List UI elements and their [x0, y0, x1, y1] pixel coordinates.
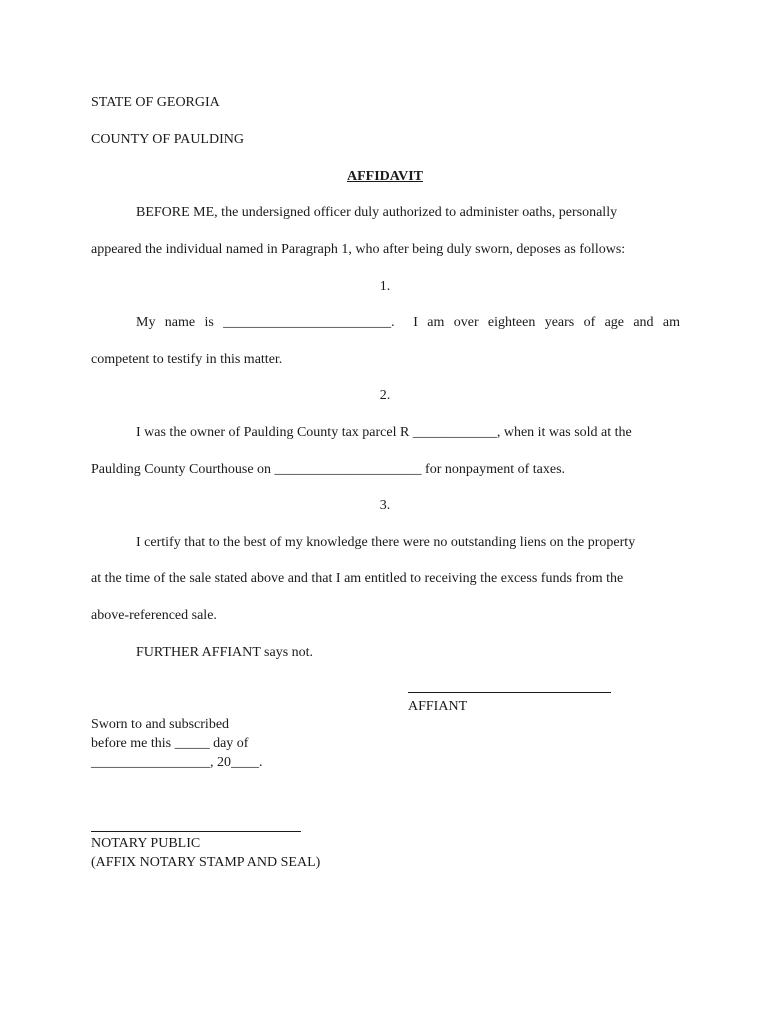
paragraph-3-line-1: I certify that to the best of my knowledge there were no outstanding liens on the property	[136, 535, 636, 550]
jurat-line-1: Sworn to and subscribed	[91, 717, 230, 732]
affiant-signature-line	[408, 692, 611, 693]
intro-line-2: appeared the individual named in Paragraph 1, who after being duly sworn, deposes as follows:	[91, 242, 626, 257]
notary-stamp-note: (AFFIX NOTARY STAMP AND SEAL)	[91, 855, 321, 870]
paragraph-1-line-1: My name is ________________________. I am over eighteen years of age and am	[136, 315, 680, 330]
paragraph-2-line-2: Paulding County Courthouse on _____________________ for nonpayment of taxes.	[91, 462, 566, 477]
document-title: AFFIDAVIT	[347, 169, 423, 184]
notary-label: NOTARY PUBLIC	[91, 836, 201, 851]
state-heading: STATE OF GEORGIA	[91, 95, 220, 110]
paragraph-1-line-2: competent to testify in this matter.	[91, 352, 283, 367]
paragraph-number-2: 2.	[379, 388, 391, 403]
intro-line-1: BEFORE ME, the undersigned officer duly authorized to administer oaths, personally	[136, 205, 618, 220]
county-heading: COUNTY OF PAULDING	[91, 132, 244, 147]
paragraph-number-1: 1.	[379, 279, 391, 294]
notary-signature-line	[91, 831, 301, 832]
paragraph-3-line-2: at the time of the sale stated above and that I am entitled to receiving the excess funds from the	[91, 571, 624, 586]
paragraph-2-line-1: I was the owner of Paulding County tax parcel R ____________, when it was sold at the	[136, 425, 632, 440]
jurat-line-3: _________________, 20____.	[91, 755, 263, 770]
affiant-label: AFFIANT	[408, 699, 468, 714]
jurat-line-2: before me this _____ day of	[91, 736, 249, 751]
paragraph-number-3: 3.	[379, 498, 391, 513]
paragraph-3-line-3: above-referenced sale.	[91, 608, 217, 623]
closing-statement: FURTHER AFFIANT says not.	[136, 645, 314, 660]
